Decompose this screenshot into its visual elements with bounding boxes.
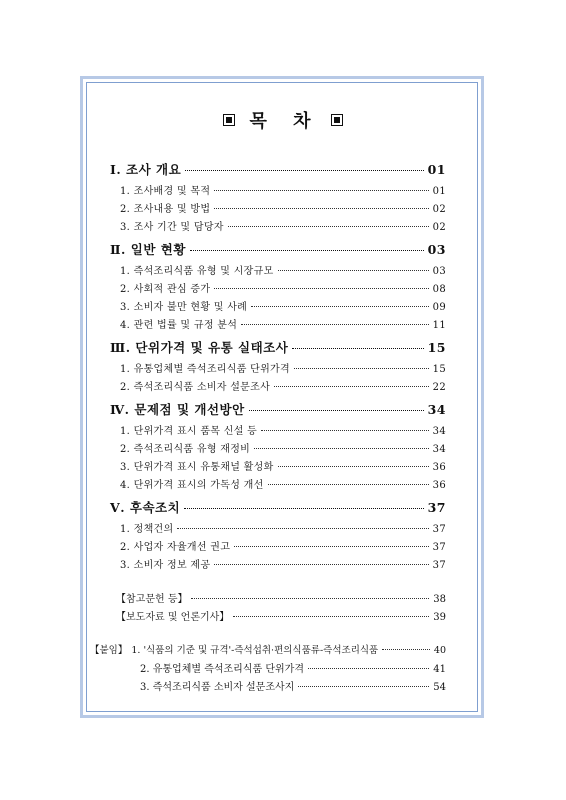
toc-page-number: 37 [427,500,446,515]
toc-item-label: 1. 단위가격 표시 품목 신설 등 [120,426,258,437]
toc-item-label: 2. 사업자 자율개선 권고 [120,542,231,553]
toc-item-label: 2. 유통업체별 즉석조리식품 단위가격 [140,664,304,675]
leader-dots [382,649,430,650]
leader-dots [185,170,423,171]
toc-item-label: 1. 유통업체별 즉석조리식품 단위가격 [120,364,290,375]
toc-item-1-2[interactable] [120,200,446,215]
toc-item-label: 3. 소비자 불만 현황 및 사례 [120,302,248,313]
appendix-tag: 【붙임】 [90,645,128,656]
toc-item-label: 2. 조사내용 및 방법 [120,204,211,215]
toc-item-label: 3. 즉석조리식품 소비자 설문조사지 [140,682,295,693]
leader-dots [261,430,429,431]
toc-item-label: 1. '식품의 기준 및 규격'-즉석섭취·편의식품류-즉석조리식품 [131,645,379,656]
leader-dots [228,226,429,227]
toc-item-4-3[interactable] [120,458,446,473]
leader-dots [251,306,429,307]
toc-page-number: 01 [427,162,446,177]
toc-page-number: 36 [432,480,446,491]
leader-dots [292,348,423,349]
toc-section-label: Ⅴ. 후속조치 [110,500,181,515]
leader-dots [308,668,429,669]
leader-dots [254,448,429,449]
toc-appendix-2[interactable] [140,660,446,675]
toc-appendix-3[interactable] [140,678,446,693]
toc-page-number: 54 [433,682,446,693]
toc-page-number: 34 [427,402,446,417]
toc-page-number: 01 [432,186,446,197]
toc-item-2-4[interactable] [120,316,446,331]
leader-dots [190,250,424,251]
toc-page-number: 22 [432,382,446,393]
toc-item-label: 3. 단위가격 표시 유통채널 활성화 [120,462,274,473]
toc-section-label: Ⅱ. 일반 현황 [110,242,186,257]
toc-section-label: Ⅲ. 단위가격 및 유통 실태조사 [110,340,289,355]
leader-dots [278,466,429,467]
toc-page-number: 15 [432,364,446,375]
toc-item-1-3[interactable] [120,218,446,233]
leader-dots [274,386,429,387]
toc-item-5-3[interactable] [120,556,446,571]
toc-section-3[interactable] [110,338,446,356]
toc-page-number: 02 [432,204,446,215]
leader-dots [241,324,428,325]
toc-section-5[interactable] [110,498,446,516]
toc-page-number: 03 [427,242,446,257]
leader-dots [278,270,429,271]
toc-page-number: 41 [433,664,446,675]
toc-item-2-2[interactable] [120,280,446,295]
toc-section-1[interactable] [110,160,446,178]
toc-item-label: 2. 즉석조리식품 유형 재정비 [120,444,251,455]
toc-item-3-1[interactable] [120,360,446,375]
toc-item-5-2[interactable] [120,538,446,553]
toc-page-number: 40 [433,645,446,656]
toc-item-label: 3. 조사 기간 및 담당자 [120,222,224,233]
toc-page-number: 08 [432,284,446,295]
leader-dots [268,484,429,485]
leader-dots [177,528,428,529]
toc-press-releases[interactable] [116,608,446,623]
toc-item-label: 1. 정책건의 [120,524,174,535]
toc-item-4-1[interactable] [120,422,446,437]
leader-dots [214,208,428,209]
toc-page-number: 11 [432,320,446,331]
toc-item-2-3[interactable] [120,298,446,313]
toc-item-label: 【참고문헌 등】 [116,594,188,605]
toc-page-number: 37 [432,560,446,571]
leader-dots [214,190,428,191]
leader-dots [233,616,429,617]
toc-item-label: 1. 즉석조리식품 유형 및 시장규모 [120,266,274,277]
toc-page-number: 03 [432,266,446,277]
toc-item-4-4[interactable] [120,476,446,491]
toc-references[interactable] [116,590,446,605]
toc-item-label: 【보도자료 및 언론기사】 [116,612,230,623]
toc-page-number: 37 [432,524,446,535]
toc-item-5-1[interactable] [120,520,446,535]
toc-item-label: 1. 조사배경 및 목적 [120,186,211,197]
toc-section-label: Ⅳ. 문제점 및 개선방안 [110,402,245,417]
toc-page-number: 15 [427,340,446,355]
leader-dots [184,508,423,509]
toc-appendix-1[interactable] [90,642,446,656]
leader-dots [214,288,428,289]
toc-item-3-2[interactable] [120,378,446,393]
toc-item-label: 3. 소비자 정보 제공 [120,560,211,571]
toc-page-number: 38 [433,594,446,605]
toc-page-number: 34 [432,444,446,455]
page-title: 목 차 [249,111,321,132]
toc-section-2[interactable] [110,240,446,258]
toc-page-number: 09 [432,302,446,313]
leader-dots [298,686,429,687]
toc-item-2-1[interactable] [120,262,446,277]
leader-dots [234,546,428,547]
leader-dots [191,598,429,599]
toc-page-number: 34 [432,426,446,437]
toc-page-number: 37 [432,542,446,553]
toc-item-label: 4. 단위가격 표시의 가독성 개선 [120,480,264,491]
toc-item-label: 4. 관련 법률 및 규정 분석 [120,320,238,331]
toc-item-label: 2. 즉석조리식품 소비자 설문조사 [120,382,271,393]
toc-page-number: 39 [433,612,446,623]
toc-section-4[interactable] [110,400,446,418]
leader-dots [214,564,428,565]
toc-section-label: Ⅰ. 조사 개요 [110,162,182,177]
leader-dots [294,368,429,369]
toc-item-1-1[interactable] [120,182,446,197]
toc-item-4-2[interactable] [120,440,446,455]
toc-item-label: 2. 사회적 관심 증가 [120,284,211,295]
toc-page-number: 36 [432,462,446,473]
toc-page-number: 02 [432,222,446,233]
leader-dots [249,410,424,411]
